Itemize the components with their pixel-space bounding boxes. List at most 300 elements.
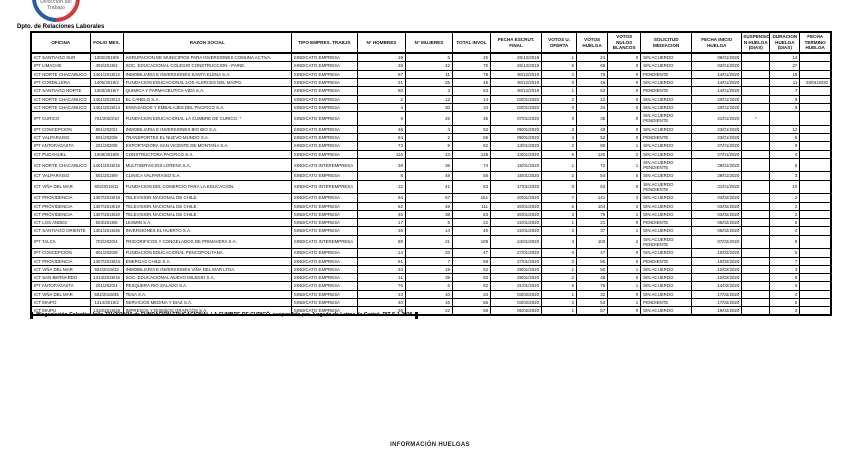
table-cell: 201/2020/5 (90, 142, 123, 150)
table-cell: 1303/2019/7 (90, 87, 123, 95)
table-cell: 21/01/2020 (692, 112, 742, 126)
table-cell: 76 (357, 282, 405, 290)
table-cell: 36 (405, 158, 452, 172)
table-cell: 5 (542, 202, 577, 210)
table-cell: TRANSPORTES EL NUEVO MUNDO S.A. (123, 134, 291, 142)
table-cell: SINDICATO EMPRESA (291, 95, 357, 103)
table-cell: 03/01/2020 (491, 95, 542, 103)
table-cell: 0 (608, 307, 641, 316)
table-cell: 1314/2019/16 (90, 274, 123, 282)
table-cell: SINDICATO EMPRESA (291, 150, 357, 158)
table-cell: 9 (770, 142, 800, 150)
table-cell: FUNDACION EDUCACIONAL LOS ALERCES DEL MAIPO. (123, 79, 291, 87)
table-cell: 15/01/2020 (491, 158, 542, 172)
table-row (31, 125, 831, 133)
table-cell (770, 112, 800, 126)
table-cell: 1 (608, 282, 641, 290)
table-cell: 48 (405, 172, 452, 180)
table-cell: 53 (577, 298, 608, 306)
table-cell (742, 219, 770, 227)
table-cell: 58 (452, 307, 490, 316)
table-header (31, 32, 831, 53)
table-cell (742, 158, 770, 172)
table-cell: 22/01/2020 (491, 219, 542, 227)
table-cell: 0 (608, 125, 641, 133)
table-cell: SOC. EDUCACIONAL COLEGIO CONSTRUCCION - PAINE. (123, 62, 291, 70)
table-cell (800, 298, 831, 306)
table-row (31, 249, 831, 257)
table-cell: 46 (577, 79, 608, 87)
table-cell: 0 (608, 134, 641, 142)
table-cell: LESMIN S.A. (123, 219, 291, 227)
table-cell: 17/01/2020 (491, 180, 542, 194)
table-cell: * (742, 112, 770, 126)
table-cell: SINDICATO EMPRESA (291, 307, 357, 316)
table-cell: 7 (770, 257, 800, 265)
table-row (31, 298, 831, 306)
table-cell: 21 (357, 79, 405, 87)
table-cell: SIN ACUERDO PENDIENTE (641, 180, 692, 194)
table-cell: 0 (608, 219, 641, 227)
table-cell: 62 (577, 87, 608, 95)
table-cell: IPT ANTOFAGASTA (31, 282, 90, 290)
table-cell (800, 290, 831, 298)
table-cell: 9 (357, 112, 405, 126)
table-cell: SOC. EDUCACIONAL NUEVO MILENIO S.A. (123, 274, 291, 282)
table-cell: 701/2020/10 (90, 112, 123, 126)
table-cell: 20/01/2020 (491, 210, 542, 218)
table-cell: 1 (608, 265, 641, 273)
table-cell: SIN ACUERDO (641, 53, 692, 62)
table-cell (742, 134, 770, 142)
table-row (31, 210, 831, 218)
table-cell: ICT VIÑA DEL MAR (31, 265, 90, 273)
table-cell: 128 (452, 150, 490, 158)
column-header: FECHA TERMINO HUELGA (800, 32, 831, 53)
table-cell: 12/02/2020 (692, 274, 742, 282)
table-cell: EL CANELO S.A. (123, 95, 291, 103)
table-cell: 52 (452, 265, 490, 273)
table-row (31, 274, 831, 282)
table-cell: ENVASADOS Y EMBALAJES DEL PACIFICO S.A. (123, 103, 291, 111)
table-row (31, 103, 831, 111)
table-cell: 09/01/2020 (491, 125, 542, 133)
table-cell: 2 (542, 172, 577, 180)
table-cell: SINDICATO EMPRESA (291, 70, 357, 78)
table-cell: 5 (405, 219, 452, 227)
table-cell: 78 (452, 70, 490, 78)
table-cell: 13/01/2020 (491, 142, 542, 150)
table-cell (742, 62, 770, 70)
table-cell: SINDICATO EMPRESA (291, 79, 357, 87)
table-cell: 22 (452, 219, 490, 227)
table-cell: 48 (357, 125, 405, 133)
table-cell: INMOBILIARIA E INVERSIONES VIÑA DEL MAR LTDA. (123, 265, 291, 273)
table-cell: 05/02/2020 (491, 307, 542, 316)
column-header: TIPO EMPRES. TRABJS (291, 32, 357, 53)
column-header: RAZON SOCIAL (123, 32, 291, 53)
table-cell (742, 227, 770, 235)
table-cell: 4 (357, 103, 405, 111)
table-cell: 73 (357, 142, 405, 150)
table-cell: 23 (357, 290, 405, 298)
table-cell: 2 (770, 194, 800, 202)
table-cell: 3 (770, 265, 800, 273)
table-cell: 22/01/2020 (491, 227, 542, 235)
table-cell: 54 (577, 172, 608, 180)
table-cell: 38 (405, 210, 452, 218)
table-cell: 5 (770, 249, 800, 257)
table-cell: 6 (770, 282, 800, 290)
table-cell: 42 (405, 62, 452, 70)
table-cell: 2 (542, 95, 577, 103)
table-cell: 14 (357, 249, 405, 257)
table-cell: 10/02/2020 (692, 257, 742, 265)
table-cell: PESQUERA RIO SALADO S.A. (123, 282, 291, 290)
table-cell: 0 (542, 249, 577, 257)
strikes-table (30, 31, 832, 316)
table-cell (742, 87, 770, 95)
table-cell: ICT VALPARAISO (31, 134, 90, 142)
table-cell (800, 227, 831, 235)
table-cell: SIN ACUERDO (641, 103, 692, 111)
table-cell: SIN ACUERDO PENDIENTE (641, 112, 692, 126)
table-cell: 03/02/2020 (692, 210, 742, 218)
table-cell: SINDICATO EMPRESA (291, 172, 357, 180)
table-row (31, 142, 831, 150)
table-cell: SIN ACUERDO PENDIENTE (641, 235, 692, 249)
table-cell: 2 (542, 70, 577, 78)
table-cell: 49 (405, 202, 452, 210)
table-cell: SINDICATO EMPRESA (291, 265, 357, 273)
table-cell: 57 (577, 307, 608, 316)
strikes-table-container (30, 31, 832, 316)
table-cell: 8 (357, 172, 405, 180)
table-cell: 103 (577, 235, 608, 249)
table-cell: SIN ACUERDO (641, 274, 692, 282)
table-cell: 40 (357, 298, 405, 306)
table-cell: 56 (452, 298, 490, 306)
table-cell: 1 (542, 307, 577, 316)
table-cell: 14/02/2020 (692, 282, 742, 290)
table-cell: IPT CURICO (31, 112, 90, 126)
table-cell (742, 150, 770, 158)
table-cell: 27/01/2020 (491, 249, 542, 257)
logo-text (40, 0, 71, 11)
table-cell: ICT VIÑA DEL MAR (31, 180, 90, 194)
table-cell: 0 (608, 95, 641, 103)
table-cell (800, 202, 831, 210)
table-cell: ICT MAIPO (31, 298, 90, 306)
table-cell: 13 (405, 150, 452, 158)
table-cell: SINDICATO EMPRESA (291, 219, 357, 227)
table-cell: SIN ACUERDO (641, 194, 692, 202)
table-cell: 4 (542, 235, 577, 249)
table-cell: SINDICATO EMPRESA (291, 103, 357, 111)
column-header: TOTAL INVOL (452, 32, 490, 53)
table-cell: 3 (770, 172, 800, 180)
table-cell: 76 (577, 282, 608, 290)
table-row (31, 134, 831, 142)
table-row (31, 219, 831, 227)
table-cell (800, 158, 831, 172)
table-cell: 17/02/2020 (692, 298, 742, 306)
table-cell: 25 (452, 53, 490, 62)
table-cell: ICT SANTIAGO SUR (31, 53, 90, 62)
column-header: OFICINA (31, 32, 90, 53)
table-cell: SERVICIOS MEDINA Y DIAZ S.A. (123, 298, 291, 306)
table-cell: 49 (577, 125, 608, 133)
column-header: FOLIO MES. (90, 32, 123, 53)
table-cell: SINDICATO EMPRESA (291, 298, 357, 306)
table-row (31, 95, 831, 103)
table-cell: 21 (405, 235, 452, 249)
table-cell: FRIGORIFICOS Y CONGELADOS DE PRIMAVERA S.A. (123, 235, 291, 249)
table-cell: 67 (357, 70, 405, 78)
table-cell: IPT TALCA (31, 235, 90, 249)
table-cell: SINDICATO EMPRESA (291, 249, 357, 257)
table-cell (742, 282, 770, 290)
table-cell: 8 (770, 103, 800, 111)
table-cell: 12 (770, 125, 800, 133)
table-cell (800, 180, 831, 194)
table-cell: 9 (770, 235, 800, 249)
table-cell (742, 249, 770, 257)
table-cell (800, 249, 831, 257)
table-cell: 6 (770, 219, 800, 227)
table-row (31, 150, 831, 158)
table-cell (742, 180, 770, 194)
logo-text-line2: Trabajo (47, 5, 65, 11)
table-cell: 8 (770, 95, 800, 103)
table-row (31, 62, 831, 70)
table-cell: 76 (577, 70, 608, 78)
table-cell: 38 (357, 158, 405, 172)
table-cell: 24/01/2020 (491, 235, 542, 249)
table-cell: 56 (452, 134, 490, 142)
table-row (31, 79, 831, 87)
table-cell: 1307/2019/20 (90, 210, 123, 218)
table-cell: SIN ACUERDO (641, 307, 692, 316)
table-cell: EXPORTADORA SAN VICENTE DE MONTAÑA S.A. (123, 142, 291, 150)
table-cell: 51 (357, 257, 405, 265)
table-cell: SINDICATO EMPRESA (291, 202, 357, 210)
table-cell (800, 142, 831, 150)
table-cell: ICT VIÑA DEL MAR (31, 290, 90, 298)
table-cell: 4 (770, 150, 800, 158)
table-cell: ICT NORTE CHACABUCO (31, 95, 90, 103)
table-row (31, 265, 831, 273)
table-cell: 30/12/2019 (491, 70, 542, 78)
table-cell: 6 (405, 53, 452, 62)
table-cell: CLINICA VALPARAISO S.A. (123, 172, 291, 180)
table-cell: 10 (405, 290, 452, 298)
table-cell: ICT PROVIDENCIA (31, 210, 90, 218)
table-cell (742, 235, 770, 249)
table-cell: 9 (405, 142, 452, 150)
table-cell: 26/12/2019 (491, 53, 542, 62)
table-cell: INMOBILIARIA E INVERSIONES BIO BIO S.A. (123, 125, 291, 133)
table-cell: 30/12/2019 (491, 87, 542, 95)
table-cell: IPT CORDILLERA (31, 79, 90, 87)
table-row (31, 257, 831, 265)
table-cell: TELEVISION NACIONAL DE CHILE. (123, 194, 291, 202)
table-cell (800, 95, 831, 103)
table-cell: 11 (357, 274, 405, 282)
table-cell: ICT SANTIAGO ORIENTE (31, 227, 90, 235)
table-cell: SINDICATO INTEREMPRESA (291, 235, 357, 249)
table-cell: 5 (770, 158, 800, 172)
table-cell: 3 (542, 257, 577, 265)
table-cell (742, 290, 770, 298)
column-header: FECHA INICIO HUELGA (692, 32, 742, 53)
table-cell: 503/2019/6 (90, 219, 123, 227)
table-cell: 1309/2019/8 (90, 150, 123, 158)
table-row (31, 112, 831, 126)
table-cell: 88 (357, 235, 405, 249)
logo-ring (32, 0, 80, 22)
table-cell: 2 (405, 134, 452, 142)
table-cell: 14 (452, 95, 490, 103)
table-cell: ICT SAN BERNARDO (31, 274, 90, 282)
table-cell: 17/02/2020 (692, 290, 742, 298)
table-cell: 11 (405, 70, 452, 78)
table-cell: 702/2020/4 (90, 235, 123, 249)
table-cell: 2 (608, 235, 641, 249)
table-cell: 47 (452, 249, 490, 257)
table-cell: 19 (357, 53, 405, 62)
table-cell (800, 235, 831, 249)
table-cell: CONSTRUCTORA PACIFICO S.A. (123, 150, 291, 158)
table-header-row (31, 32, 831, 53)
table-cell (800, 210, 831, 218)
suspension-footnote: *Negociación Colectiva folio 701/2020/10 de FUNDACIÓN EDUCACIONAL LA CUMBRE DE CURICÓ, suspendida por Juzgado de Letras de Curicó, RIT S-1-2020 (30, 312, 418, 319)
table-cell: ICT VALPARAISO (31, 172, 90, 180)
logo-inner-disc (36, 0, 76, 18)
table-cell: SIN ACUERDO (641, 249, 692, 257)
table-cell: SIN ACUERDO (641, 62, 692, 70)
table-cell: 14/01/2020 (692, 79, 742, 87)
table-cell: ICT NORTE CHACABUCO (31, 103, 90, 111)
table-cell: 53 (452, 180, 490, 194)
table-cell (800, 112, 831, 126)
table-cell: FUNDACION EDUCACIONAL PENCOPOLITANA. (123, 249, 291, 257)
table-cell: SINDICATO EMPRESA (291, 194, 357, 202)
column-header: N° HOMBRES (357, 32, 405, 53)
table-cell: 104 (577, 202, 608, 210)
table-cell (800, 87, 831, 95)
table-cell: ICT PROVIDENCIA (31, 194, 90, 202)
table-cell (800, 282, 831, 290)
table-cell (742, 142, 770, 150)
table-cell: 31/01/2020 (692, 180, 742, 194)
table-cell: 3 (770, 307, 800, 316)
table-cell: 1 (608, 210, 641, 218)
table-cell: 0 (608, 79, 641, 87)
table-cell: PENDIENTE (641, 257, 692, 265)
table-cell: 20/01/2020 (491, 194, 542, 202)
table-cell: 03/02/2020 (491, 290, 542, 298)
column-header: DURACION HUELGA (DIAS) (770, 32, 800, 53)
table-cell: 46 (452, 79, 490, 87)
table-cell: 09/01/2020 (491, 134, 542, 142)
table-cell: 40 (452, 227, 490, 235)
table-cell: 5 (770, 298, 800, 306)
table-cell: 2 (542, 142, 577, 150)
table-cell: ICT PUDAHUEL (31, 150, 90, 158)
table-cell: SINDICATO EMPRESA (291, 53, 357, 62)
table-cell: PENDIENTE (641, 87, 692, 95)
table-cell: 0 (608, 53, 641, 62)
table-cell: 502/2019/11 (90, 180, 123, 194)
table-cell: 39 (405, 274, 452, 282)
table-cell: ICT PROVIDENCIA (31, 257, 90, 265)
table-cell: SIN ACUERDO PENDIENTE (641, 158, 692, 172)
table-cell: AGRUPACION DE MUNICIPIOS PARA INVERSIONES COMUNA ACTIVA. (123, 53, 291, 62)
table-cell: 35 (452, 112, 490, 126)
table-cell: 82 (452, 282, 490, 290)
logo-text-line1: Dirección del (40, 0, 72, 5)
table-cell: 3 (542, 125, 577, 133)
department-title: Dpto. de Relaciones Laborales (17, 24, 105, 30)
table-cell: 34 (577, 103, 608, 111)
table-cell (800, 134, 831, 142)
table-cell: SINDICATO EMPRESA (291, 290, 357, 298)
table-cell: 3 (542, 210, 577, 218)
table-cell: SIN ACUERDO (641, 282, 692, 290)
table-cell (800, 219, 831, 227)
table-cell: 1401/2019/15 (90, 158, 123, 172)
table-cell: 2 (608, 150, 641, 158)
table-cell: ICT MAIPU (31, 307, 90, 316)
table-row (31, 180, 831, 194)
table-cell: 0 (608, 290, 641, 298)
table-cell: 55 (577, 257, 608, 265)
table-cell: 1302/2019/5 (90, 53, 123, 62)
table-cell: 03/01/2020 (491, 103, 542, 111)
table-cell (742, 53, 770, 62)
table-cell: 33 (357, 265, 405, 273)
table-cell: 1 (542, 219, 577, 227)
table-cell: 115 (357, 150, 405, 158)
table-cell: 36 (357, 307, 405, 316)
table-cell: 20/01/2020 (692, 95, 742, 103)
table-cell: 20/01/2020 (491, 202, 542, 210)
table-cell: 1 (542, 53, 577, 62)
table-cell: 54 (357, 134, 405, 142)
table-cell: 13/01/2020 (491, 150, 542, 158)
table-cell: 1307/2019/18 (90, 194, 123, 202)
table-cell: 57 (405, 194, 452, 202)
table-cell: 151 (452, 194, 490, 202)
table-cell: 111 (452, 202, 490, 210)
table-cell (800, 70, 831, 78)
table-cell: 23/01/2020 (692, 125, 742, 133)
table-cell: TESA S.A. (123, 290, 291, 298)
table-cell: 50 (452, 274, 490, 282)
table-cell: 30/12/2019 (491, 79, 542, 87)
table-cell: 3 (608, 194, 641, 202)
table-cell: 1 (542, 158, 577, 172)
table-cell: 1314/2019/2 (90, 298, 123, 306)
table-cell: SINDICATO INTEREMPRESA (291, 158, 357, 172)
table-cell: 201/2020/4 (90, 282, 123, 290)
table-cell (742, 307, 770, 316)
table-cell: QUIMICA Y FARMACEUTICA VIDA S.A. (123, 87, 291, 95)
table-cell: 29/01/2020 (692, 172, 742, 180)
table-cell: 1405/2019/2 (90, 79, 123, 87)
table-cell: 402/2019/2 (90, 62, 123, 70)
